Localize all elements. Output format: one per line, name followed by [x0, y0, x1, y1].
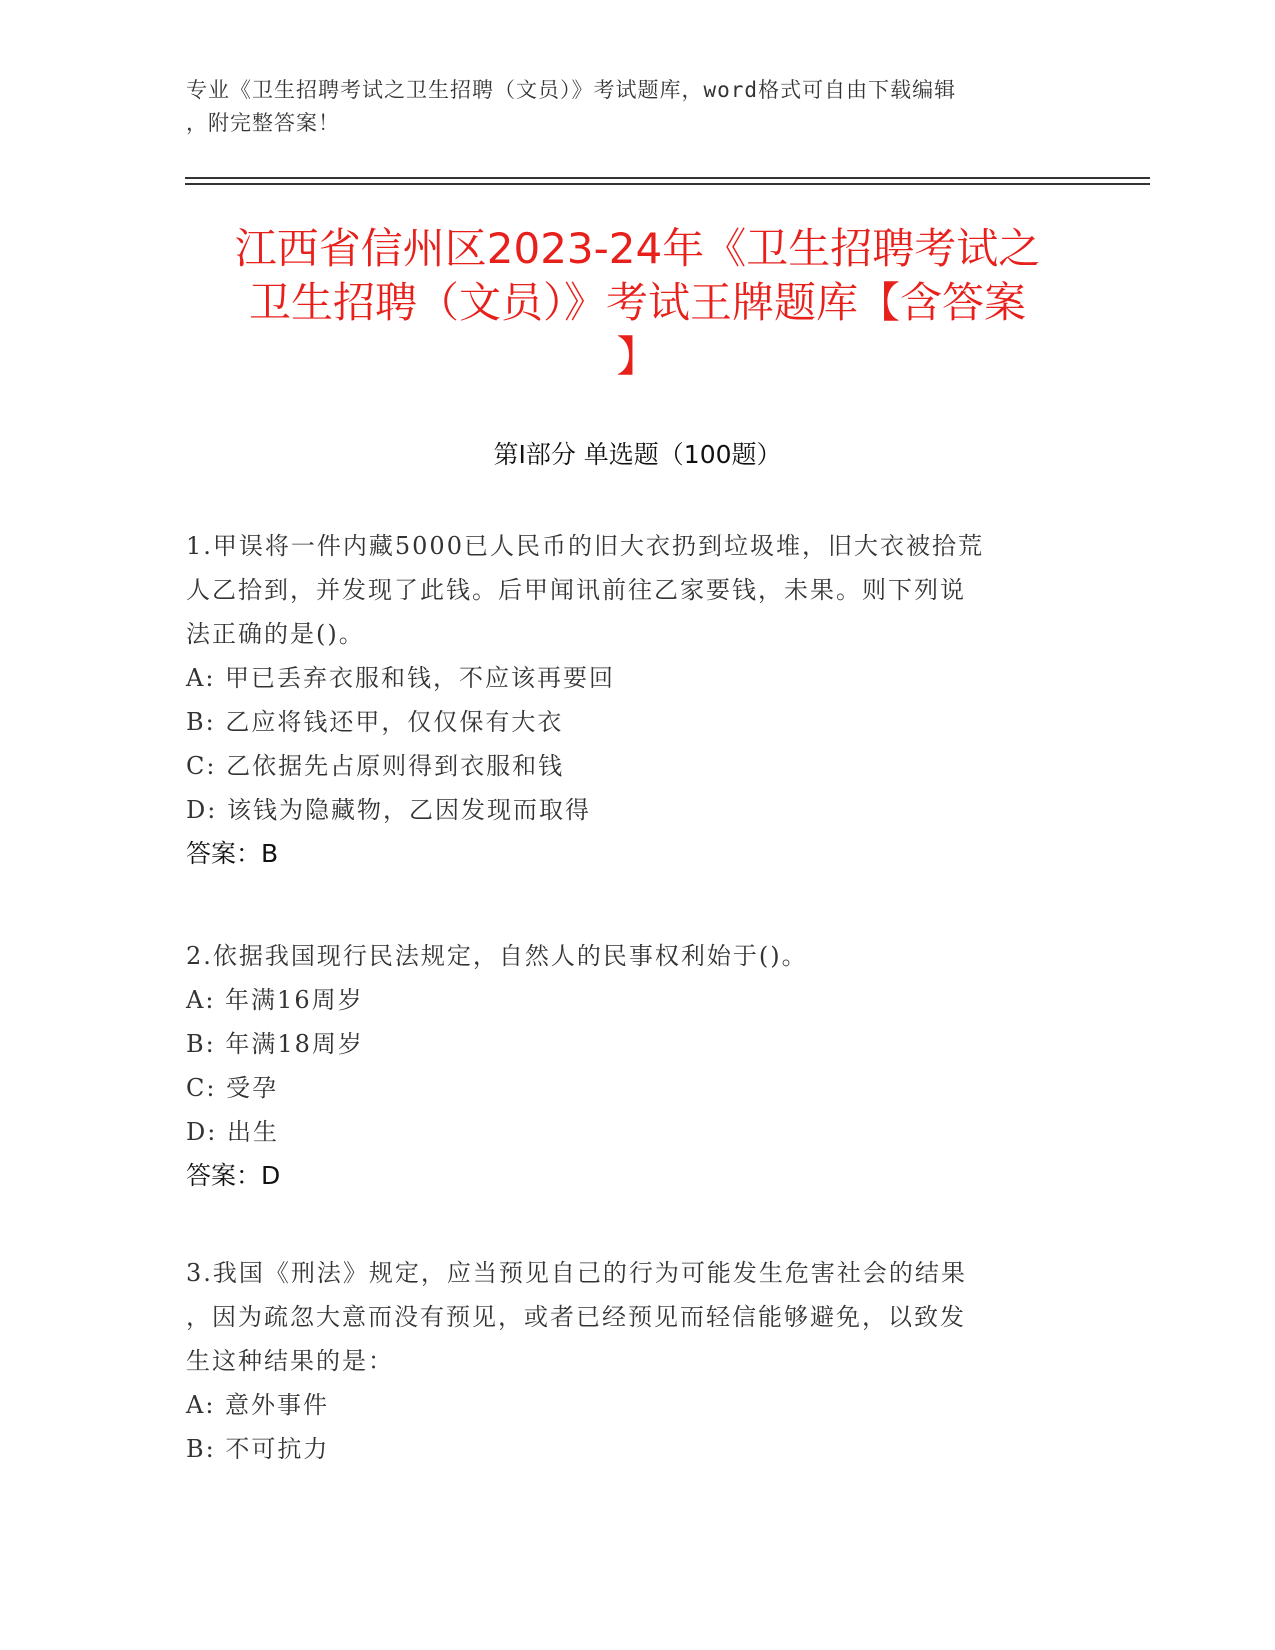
section-heading: 第I部分 单选题（100题） [493, 440, 782, 469]
question-item [186, 934, 1086, 1198]
option-d: D: 出生 [186, 1118, 279, 1146]
option-a: A: 甲已丢弃衣服和钱，不应该再要回 [186, 664, 616, 692]
option-b: B: 年满18周岁 [186, 1030, 364, 1058]
option-c: C: 乙依据先占原则得到衣服和钱 [186, 752, 565, 780]
header-divider [185, 183, 1150, 185]
header-note [186, 74, 1066, 140]
question-stem-line: 生这种结果的是： [186, 1347, 394, 1375]
option-d: D: 该钱为隐藏物，乙因发现而取得 [186, 796, 591, 824]
question-stem-line: 人乙拾到，并发现了此钱。后甲闻讯前往乙家要钱，未果。则下列说 [186, 576, 966, 604]
question-stem-line: 法正确的是()。 [186, 620, 365, 648]
option-b: B: 乙应将钱还甲，仅仅保有大衣 [186, 708, 564, 736]
header-note-line: 专业《卫生招聘考试之卫生招聘（文员）》考试题库，word格式可自由下载编辑 [186, 78, 957, 102]
option-a: A: 年满16周岁 [186, 986, 364, 1014]
option-a: A: 意外事件 [186, 1391, 330, 1419]
option-b: B: 不可抗力 [186, 1435, 330, 1463]
question-stem-line: 3.我国《刑法》规定，应当预见自己的行为可能发生危害社会的结果 [186, 1259, 967, 1287]
answer-text: 答案：D [186, 1161, 281, 1190]
header-divider [185, 177, 1150, 179]
question-item [186, 1251, 1086, 1471]
question-item [186, 524, 1086, 876]
option-c: C: 受孕 [186, 1074, 279, 1102]
title-line: 卫生招聘（文员）》考试王牌题库【含答案 [248, 278, 1026, 327]
question-stem-line: 1.甲误将一件内藏5000已人民币的旧大衣扔到垃圾堆，旧大衣被拾荒 [186, 532, 984, 560]
document-title [170, 222, 1105, 384]
question-stem-line: 2.依据我国现行民法规定，自然人的民事权利始于()。 [186, 942, 808, 970]
answer-text: 答案：B [186, 839, 279, 868]
title-line: 江西省信州区2023-24年《卫生招聘考试之 [234, 224, 1041, 273]
title-line: 】 [616, 332, 659, 381]
header-note-line: ，附完整答案！ [186, 111, 340, 135]
question-stem-line: ，因为疏忽大意而没有预见，或者已经预见而轻信能够避免，以致发 [186, 1303, 966, 1331]
